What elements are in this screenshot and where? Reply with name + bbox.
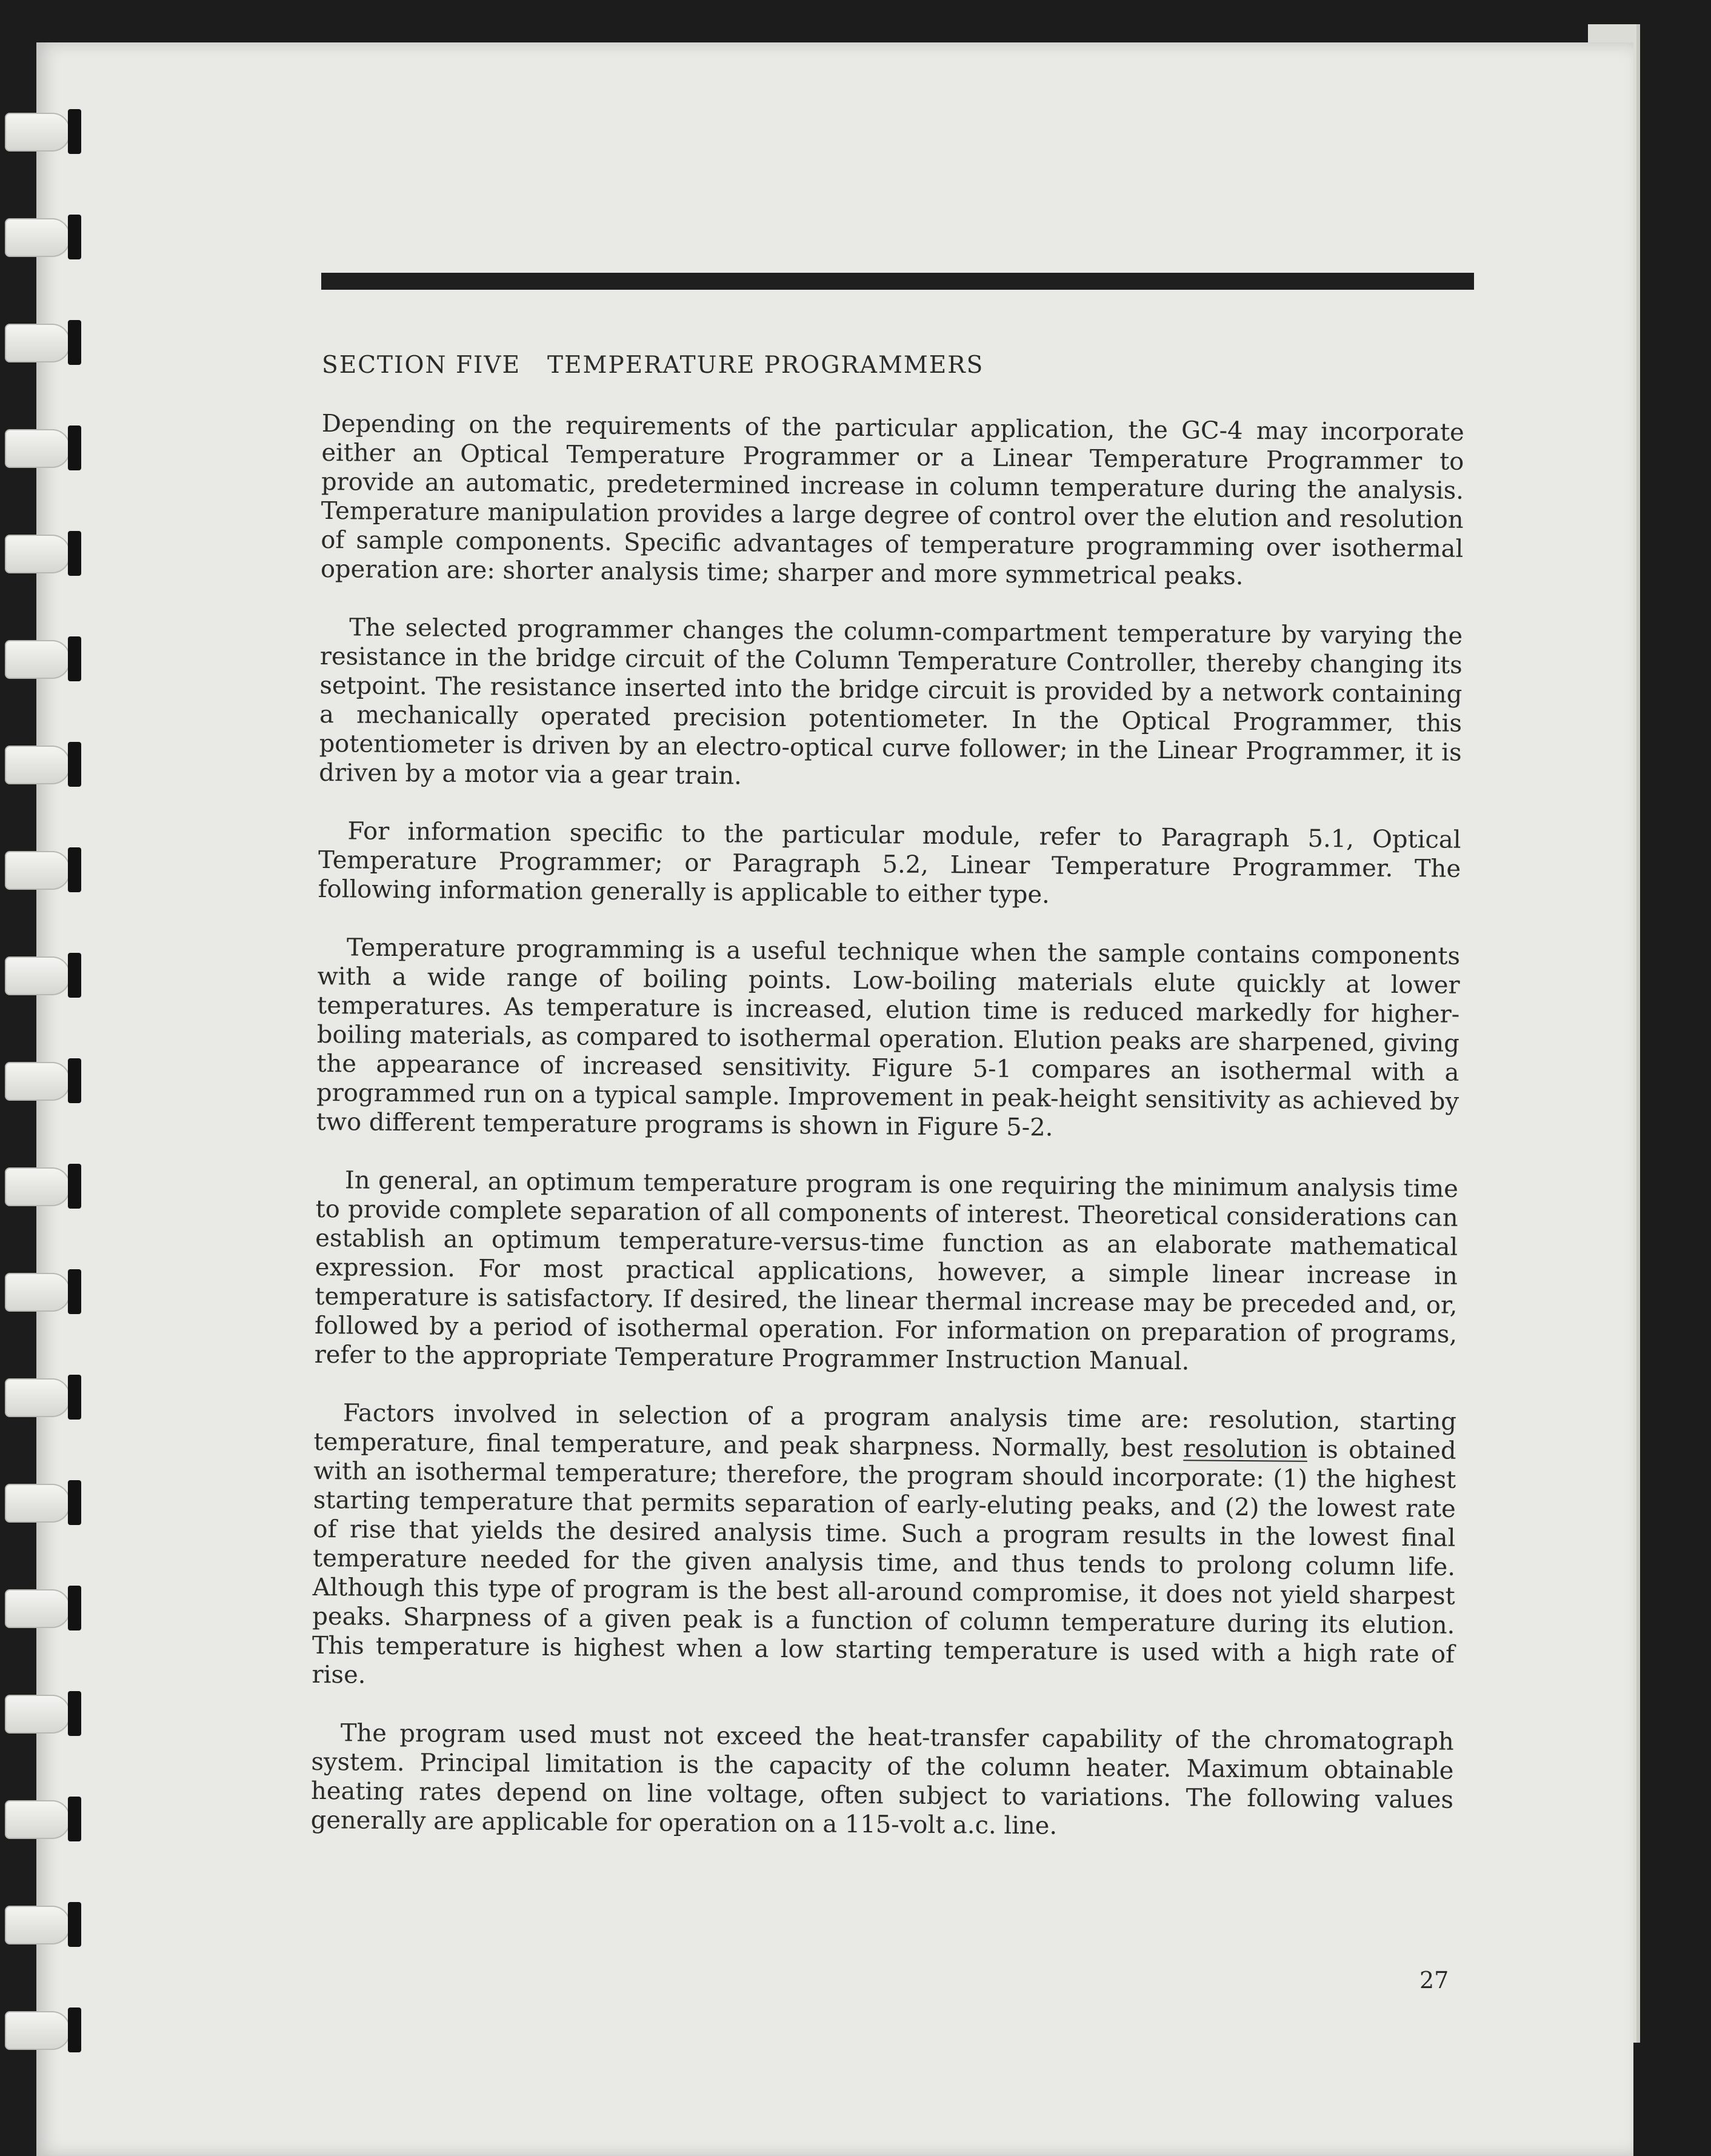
binding-ring (5, 1902, 78, 1947)
binding-ring (5, 1375, 78, 1420)
binding-ring (5, 953, 78, 998)
paragraph-intro: Depending on the requirements of the particular application, the GC-4 may incorporate either an Optical Temperature Programmer or a Linear Temperature Programmer to provide an automatic, predetermined increase in column temperature during the analysis. Temperature manipulation provides a large degree of control over the elution and resolution of sample components. Specific advantages of temperature programming over isothermal operation are: shorter analysis time; sharper and more symmetrical peaks. (320, 409, 1464, 590)
selection-factors-text-after: is obtained with an isothermal temperature; therefore, the program should incorporate: (1) the highest starting temperature that permits separation of early-eluting peaks, and (2) the lowest rate of rise that yields the desired analysis time. Such a program results in the lowest final temperature needed for the given analysis time, and thus tends to prolong column life. Although this type of program is the best all-around compromise, it does not yield sharpest peaks. Sharpness of a given peak is a function of column temperature during its elution. This temperature is highest when a low starting temperature is used with a high rate of rise. (312, 1435, 1456, 1689)
paragraph-module-reference: For information specific to the particular module, refer to Paragraph 5.1, Optical Temperature Programmer; or Paragraph 5.2, Linear Temperature Programmer. The following information generally is applicable to either type. (318, 817, 1461, 909)
binding-ring (5, 1058, 78, 1103)
binding-ring (5, 742, 78, 787)
binding-ring (5, 1586, 78, 1630)
selection-factors-text-before: Factors involved in selection of a program analysis time are: resolution, starting temperature, final temperature, and peak sharpness. Normally, best (313, 1399, 1457, 1463)
paragraph-programmer-operation: The selected programmer changes the column-compartment temperature by varying the resistance in the bridge circuit of the Column Temperature Controller, thereby changing its setpoint. The resistance inserted into the bridge circuit is provided by a network containing a mechanically operated precision potentiometer. In the Optical Programmer, this potentiometer is driven by an electro-optical curve follower; in the Linear Programmer, it is driven by a motor via a gear train. (319, 613, 1463, 790)
binding-ring (5, 1269, 78, 1314)
underlined-resolution: resolution (1183, 1435, 1308, 1464)
section-rule (321, 273, 1474, 290)
binding-ring (5, 426, 78, 470)
binding-ring (5, 1797, 78, 1841)
binding-ring (5, 1164, 78, 1209)
binding-ring (5, 1480, 78, 1525)
binding-ring (5, 2007, 78, 2052)
binding-ring (5, 1691, 78, 1736)
section-label: SECTION FIVE (322, 352, 521, 379)
binding-ring (5, 215, 78, 259)
binding-ring (5, 109, 78, 154)
paragraph-selection-factors (312, 1398, 1456, 1698)
paragraph-optimum-program: In general, an optimum temperature program is one requiring the minimum analysis time to provide complete separation of all components of interest. Theoretical considerations can establish an optimum temperature-versus-time function as an elaborate mathematical expression. For most practical applications, however, a simple linear increase in temperature is satisfactory. If desired, the linear thermal increase may be preceded and, or, followed by a period of isothermal operation. For information on preparation of programs, refer to the appropriate Temperature Programmer Instruction Manual. (314, 1166, 1459, 1376)
binding-ring (5, 531, 78, 576)
paragraph-heat-transfer: The program used must not exceed the heat-transfer capability of the chromatograph system. Principal limitation is the capacity of the column heater. Maximum obtainable heating rates depend on line voltage, often subject to variations. The following values generally are applicable for operation on a 115-volt a.c. line. (310, 1719, 1454, 1840)
binding-ring (5, 320, 78, 365)
paragraph-programming-technique: Temperature programming is a useful technique when the sample contains components with a wide range of boiling points. Low-boiling materials elute quickly at lower temperatures. As temperature is increased, elution time is reduced markedly for higher-boiling materials, as compared to isothermal operation. Elution peaks are sharpened, giving the appearance of increased sensitivity. Figure 5-1 compares an isothermal with a programmed run on a typical sample. Improvement in peak-height sensitivity as achieved by two different temperature programs is shown in Figure 5-2. (316, 933, 1461, 1142)
binding-ring (5, 636, 78, 681)
binding-ring (5, 847, 78, 892)
section-heading (322, 352, 984, 379)
body-text (310, 409, 1464, 1873)
section-title: TEMPERATURE PROGRAMMERS (547, 352, 984, 379)
spiral-binding (0, 0, 91, 2156)
page-number: 27 (1419, 1967, 1449, 1994)
